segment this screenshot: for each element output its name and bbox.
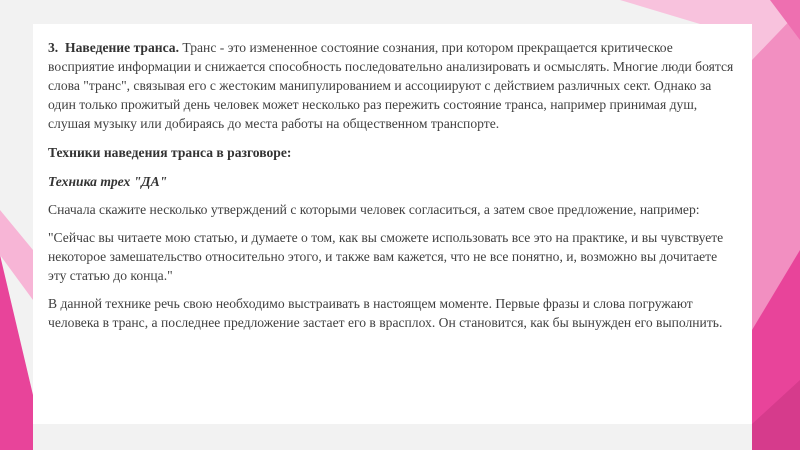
heading-title: Наведение транса. <box>65 40 180 55</box>
example-quote: "Сейчас вы читаете мою статью, и думаете о том, как вы сможете использовать все это на практике, и вы чувствуете некоторое замешательство относительно этого, и также вам кажется, что не все понятно, и, возможно вы дочитаете эту статью до конца." <box>48 230 724 283</box>
technique-intro: Сначала скажите несколько утверждений с которыми человек согласиться, а затем свое предложение, например: <box>48 202 700 217</box>
intro-paragraph <box>48 38 736 133</box>
intro-text: Транс - это измененное состояние сознания, при котором прекращается критическое восприятие информации и снижается способность последовательно анализировать и осмыслять. Многие люди боятся слова "транс", связывая его с жестоким манипулированием и ассоциируют с действием различных сект. Однако за один только прожитый день человек может несколько раз пережить состояние транса, например принимая душ, слушая музыку или добираясь до места работы на общественном транспорте. <box>48 40 734 131</box>
conclusion-paragraph: В данной технике речь свою необходимо выстраивать в настоящем моменте. Первые фразы и слова погружают человека в транс, а последнее предложение застает его в врасплох. Он становится, как бы вынужден его выполнить. <box>48 296 723 330</box>
slide-content-card <box>33 24 752 424</box>
heading-number: 3. <box>48 40 59 55</box>
section-title: Техники наведения транса в разговоре: <box>48 145 292 160</box>
technique-title: Техника трех "ДА" <box>48 174 168 189</box>
